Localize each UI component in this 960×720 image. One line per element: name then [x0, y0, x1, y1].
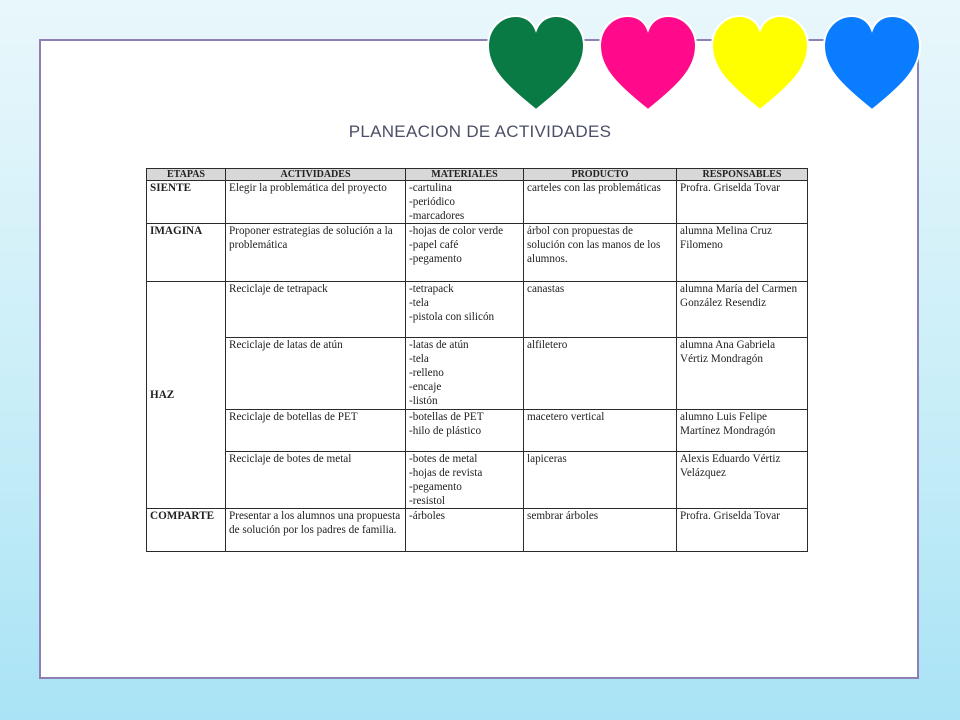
material-item: -resistol	[409, 495, 446, 507]
product-cell: sembrar árboles	[524, 509, 677, 552]
header-materiales: MATERIALES	[406, 169, 524, 181]
material-item: -pegamento	[409, 253, 462, 265]
table-row	[147, 452, 808, 509]
material-item: -hojas de color verde	[409, 225, 504, 237]
material-item: -hojas de revista	[409, 467, 483, 479]
responsible-cell: alumna Ana Gabriela Vértiz Mondragón	[677, 338, 808, 410]
responsible-cell: Profra. Griselda Tovar	[677, 181, 808, 224]
material-item: -hilo de plástico	[409, 425, 482, 437]
activity-cell: Elegir la problemática del proyecto	[226, 181, 406, 224]
stage-cell: HAZ	[147, 282, 226, 509]
product-cell: árbol con propuestas de solución con las manos de los alumnos.	[524, 224, 677, 282]
material-item: -tetrapack	[409, 283, 454, 295]
materials-cell	[406, 181, 524, 224]
activities-table	[146, 168, 808, 552]
table-row	[147, 509, 808, 552]
table-row	[147, 181, 808, 224]
header-actividades: ACTIVIDADES	[226, 169, 406, 181]
yellow-heart-icon	[710, 14, 810, 114]
header-producto: PRODUCTO	[524, 169, 677, 181]
materials-cell	[406, 509, 524, 552]
material-item: -tela	[409, 297, 429, 309]
stage-cell: IMAGINA	[147, 224, 226, 282]
material-item: -encaje	[409, 381, 442, 393]
material-item: -papel café	[409, 239, 459, 251]
heart-shape	[824, 16, 920, 110]
material-item: -botes de metal	[409, 453, 478, 465]
product-cell: carteles con las problemáticas	[524, 181, 677, 224]
activity-cell: Presentar a los alumnos una propuesta de solución por los padres de familia.	[226, 509, 406, 552]
material-item: -cartulina	[409, 182, 452, 194]
heart-shape	[600, 16, 696, 110]
heart-shape	[712, 16, 808, 110]
table-header-row	[147, 169, 808, 181]
pink-heart-icon	[598, 14, 698, 114]
responsible-cell: Alexis Eduardo Vértiz Velázquez	[677, 452, 808, 509]
responsible-cell: alumna Melina Cruz Filomeno	[677, 224, 808, 282]
materials-cell	[406, 224, 524, 282]
material-item: -pistola con silicón	[409, 311, 495, 323]
responsible-cell: Profra. Griselda Tovar	[677, 509, 808, 552]
material-item: -marcadores	[409, 210, 465, 222]
materials-cell	[406, 410, 524, 452]
activity-cell: Reciclaje de botellas de PET	[226, 410, 406, 452]
material-item: -relleno	[409, 367, 444, 379]
hearts-decoration	[486, 14, 926, 114]
stage-cell: SIENTE	[147, 181, 226, 224]
header-etapas: ETAPAS	[147, 169, 226, 181]
materials-cell	[406, 452, 524, 509]
product-cell: lapiceras	[524, 452, 677, 509]
material-item: -pegamento	[409, 481, 462, 493]
heart-shape	[488, 16, 584, 110]
material-item: -latas de atún	[409, 339, 469, 351]
page-title: PLANEACION DE ACTIVIDADES	[348, 122, 612, 141]
material-item: -periódico	[409, 196, 455, 208]
responsible-cell: alumno Luis Felipe Martínez Mondragón	[677, 410, 808, 452]
material-item: -tela	[409, 353, 429, 365]
table-row	[147, 410, 808, 452]
product-cell: macetero vertical	[524, 410, 677, 452]
activity-cell: Reciclaje de latas de atún	[226, 338, 406, 410]
table-row	[147, 338, 808, 410]
materials-cell	[406, 338, 524, 410]
product-cell: canastas	[524, 282, 677, 338]
material-item: -botellas de PET	[409, 411, 484, 423]
materials-cell	[406, 282, 524, 338]
responsible-cell: alumna María del Carmen González Resendiz	[677, 282, 808, 338]
header-responsables: RESPONSABLES	[677, 169, 808, 181]
blue-heart-icon	[822, 14, 922, 114]
product-cell: alfiletero	[524, 338, 677, 410]
green-heart-icon	[486, 14, 586, 114]
stage-cell: COMPARTE	[147, 509, 226, 552]
table-row	[147, 224, 808, 282]
activity-cell: Reciclaje de botes de metal	[226, 452, 406, 509]
material-item: -listón	[409, 395, 438, 407]
activity-cell: Reciclaje de tetrapack	[226, 282, 406, 338]
material-item: -árboles	[409, 510, 446, 522]
activity-cell: Proponer estrategias de solución a la problemática	[226, 224, 406, 282]
table-row	[147, 282, 808, 338]
